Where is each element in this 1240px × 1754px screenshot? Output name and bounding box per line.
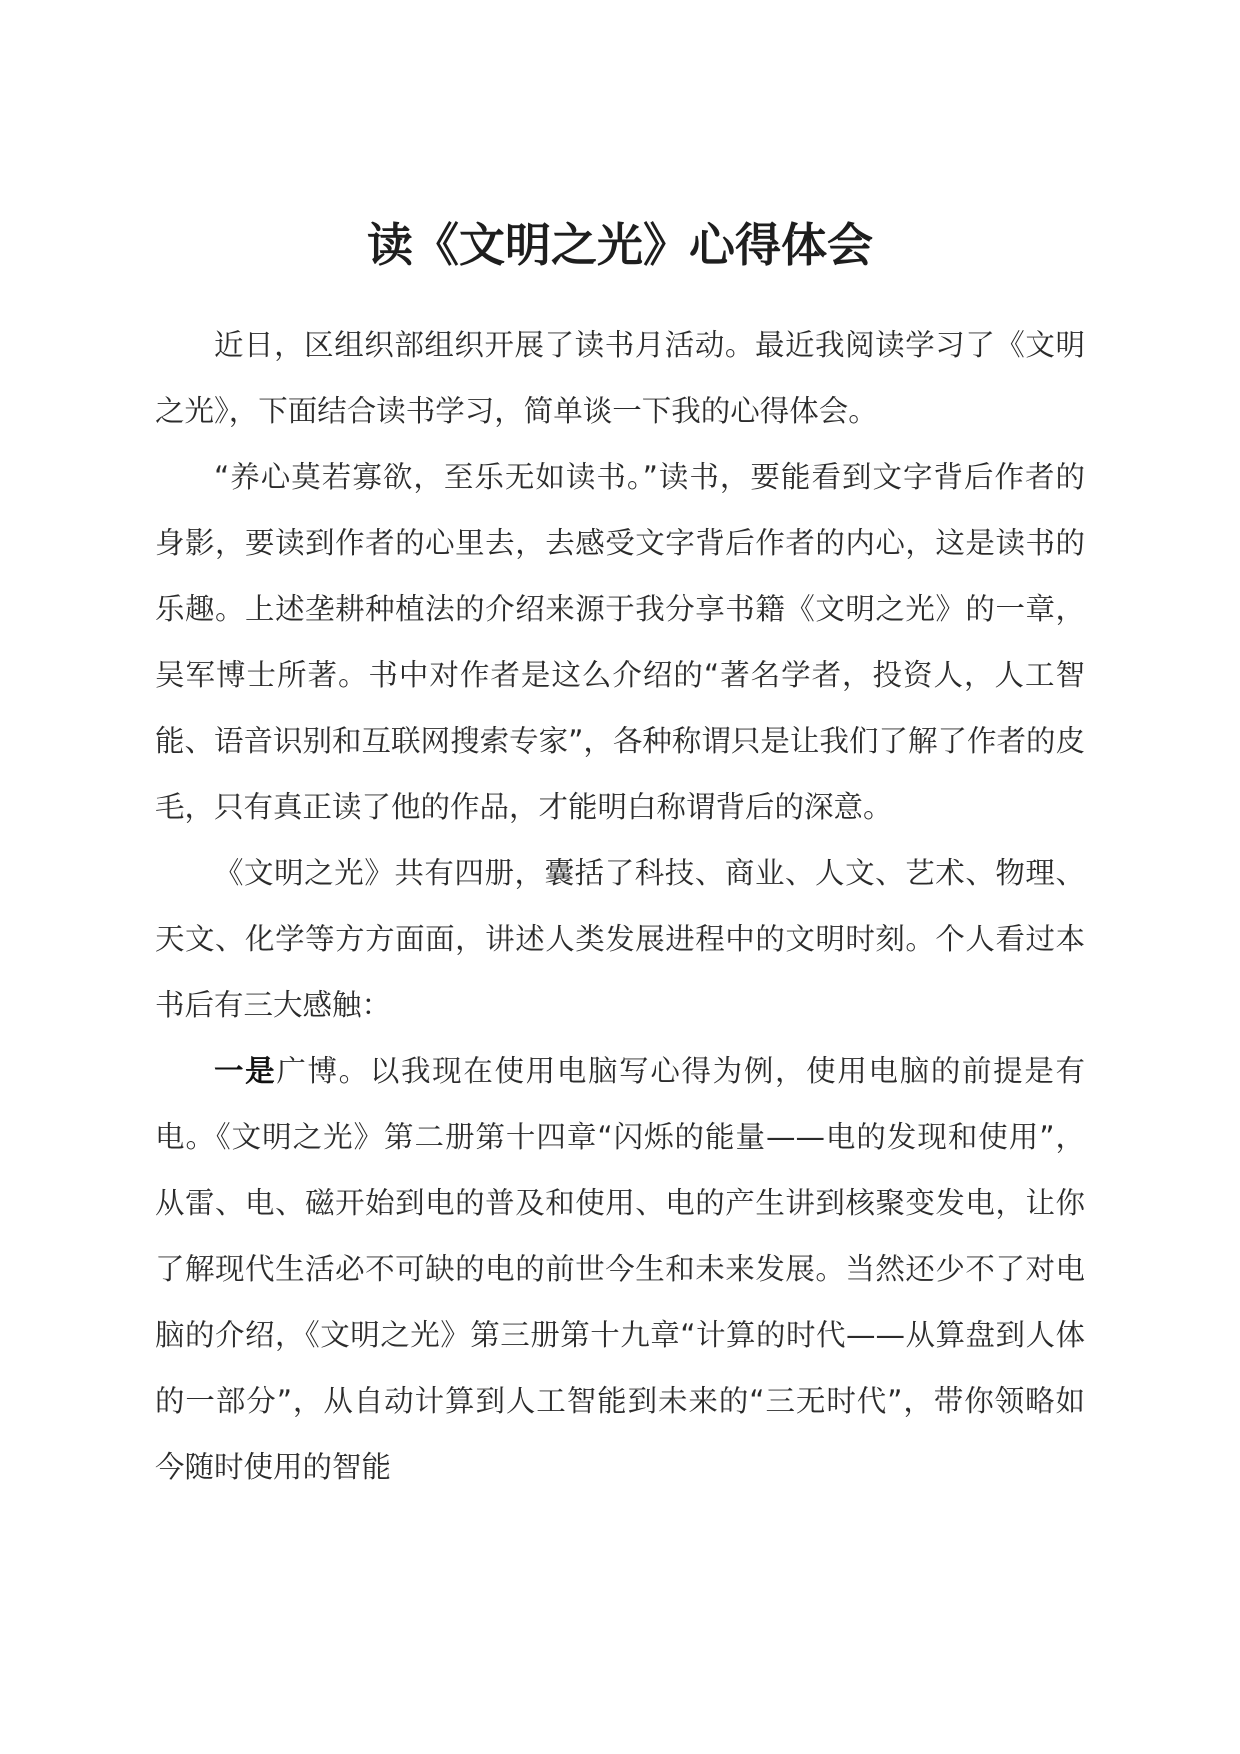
paragraph-text: 近日，区组织部组织开展了读书月活动。最近我阅读学习了《文明之光》，下面结合读书学习，简单谈一下我的心得体会。	[155, 328, 1085, 428]
paragraph-text: 《文明之光》共有四册，囊括了科技、商业、人文、艺术、物理、天文、化学等方方面面，讲述人类发展进程中的文明时刻。个人看过本书后有三大感触：	[155, 856, 1085, 1022]
paragraph-reading-joy	[155, 444, 1085, 840]
paragraph-first-point	[155, 1038, 1085, 1500]
paragraph-book-overview	[155, 840, 1085, 1038]
document-title: 读《文明之光》心得体会	[367, 218, 873, 272]
paragraph-lead-label: 一是	[214, 1054, 277, 1088]
paragraph-text: 广博。以我现在使用电脑写心得为例，使用电脑的前提是有电。《文明之光》第二册第十四章“闪烁的能量——电的发现和使用”，从雷、电、磁开始到电的普及和使用、电的产生讲到核聚变发电，让你了解现代生活必不可缺的电的前世今生和未来发展。当然还少不了对电脑的介绍，《文明之光》第三册第十九章“计算的时代——从算盘到人体的一部分”，从自动计算到人工智能到未来的“三无时代”，带你领略如今随时使用的智能	[155, 1054, 1085, 1484]
paragraph-text: “养心莫若寡欲，至乐无如读书。”读书，要能看到文字背后作者的身影，要读到作者的心里去，去感受文字背后作者的内心，这是读书的乐趣。上述垄耕种植法的介绍来源于我分享书籍《文明之光》的一章，吴军博士所著。书中对作者是这么介绍的“著名学者，投资人，人工智能、语音识别和互联网搜索专家”，各种称谓只是让我们了解了作者的皮毛，只有真正读了他的作品，才能明白称谓背后的深意。	[155, 460, 1085, 824]
paragraph-intro	[155, 312, 1085, 444]
document-body	[155, 312, 1085, 1500]
